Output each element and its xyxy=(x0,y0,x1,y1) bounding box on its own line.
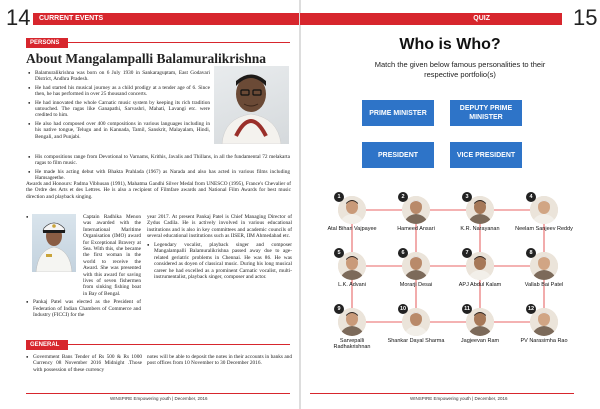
person-name: Sarvepalli Radhakrishnan xyxy=(333,338,371,351)
bio-bullet: ● Balamuralikrishna was born on 6 July 1930 in Sankaraguptam, East Godavari District, Andhra Pradesh. xyxy=(28,70,210,83)
bio-bullets-wide xyxy=(28,154,290,184)
news-bullet: ● Pankaj Patel was elected as the President of Federation of Indian Chambers of Commerce and Industry (FICCI) for the xyxy=(26,299,141,318)
person-number-badge: 7 xyxy=(462,248,472,258)
news-col2-continued: year 2017. At present Pankaj Patel is Chief Managing Director of Zydus Cadila. He is actively involved in various educational institutions and is also in key committees and academic councils of several educational institutions such as IISER, IIM Ahmedabad etc. xyxy=(147,214,292,240)
section-header-bar: CURRENT EVENTS xyxy=(33,13,300,25)
page-number-right: 15 xyxy=(573,5,598,30)
person-name: Atal Bihari Vajpayee xyxy=(327,226,377,232)
portfolio-deputy-prime-minister[interactable]: DEPUTY PRIME MINISTER xyxy=(450,100,522,126)
person-name: K.R. Narayanan xyxy=(460,226,500,232)
quiz-title: Who is Who? xyxy=(399,36,501,53)
bio-bullets xyxy=(28,70,210,142)
balamuralikrishna-photo xyxy=(214,66,289,144)
person-name: Morarji Desai xyxy=(399,282,433,288)
person-name: PV Narasimha Rao xyxy=(520,338,568,344)
article-title: About Mangalampalli Balamuralikrishna xyxy=(26,51,267,66)
person-number-badge: 5 xyxy=(334,248,344,258)
general-label: GENERAL xyxy=(26,340,68,350)
category-rule xyxy=(68,42,290,43)
bio-bullet: ● He also had composed over 400 compositions in various languages including in his native tongue, Telugu and in Kannada, Tamil, Sanskrit, Malayalam, Hindi, Bengali, and Punjabi. xyxy=(28,121,210,140)
person-number-badge: 6 xyxy=(398,248,408,258)
footer-right: WINSPIRE Empowering youth | December, 2016 xyxy=(410,396,508,401)
general-bullet: ● Government Bans Tender of Rs 500 & Rs 1000 Currency 08 November 2016 Midnight .Those with possession of these currency xyxy=(26,354,142,373)
bio-bullet: ● He made his acting debut with Bhakta Prahlada (1967) as Narada and also has acted in various films including Hamsageethe. xyxy=(28,169,290,182)
portfolio-prime-minister[interactable]: PRIME MINISTER xyxy=(362,100,434,126)
person-number-badge: 9 xyxy=(334,304,344,314)
general-rule xyxy=(68,344,290,345)
general-continued: notes will be able to deposit the notes in their accounts in banks and post offices from 10 November to 30 December 2016. xyxy=(147,354,292,367)
person-number-badge: 12 xyxy=(527,306,535,312)
category-label: PERSONS xyxy=(26,38,68,48)
person-name: L.K. Advani xyxy=(338,282,366,288)
person-number-badge: 11 xyxy=(462,304,472,314)
person-name: Neelam Sanjeev Reddy xyxy=(515,226,573,232)
portfolio-vice-president[interactable]: VICE PRESIDENT xyxy=(450,142,522,168)
portfolio-president[interactable]: PRESIDENT xyxy=(362,142,434,168)
footer-rule xyxy=(26,393,290,394)
news-bullets-col1 xyxy=(26,214,141,321)
awards-paragraph: Awards and Honours: Padma Vibhusan (1991), Mahatma Gandhi Silver Medal from UNESCO (1995), France's Chevalier of the Ordre des Arts et des Lettres. He is also a recipient of Filmfare awards and National Film Awards for best music direction and playback singing. xyxy=(26,181,291,200)
person-number-badge: 3 xyxy=(462,192,472,202)
bio-bullet: ● His compositions range from Devotional to Varnams, Krithis, Javalis and Thillans, in all the fundamental 72 melakarta ragas to film music. xyxy=(28,154,290,167)
quiz-subtitle: Match the given below famous personalities to their respective portfolio(s) xyxy=(374,60,546,79)
person-number-badge: 2 xyxy=(398,192,408,202)
person-name: Shankar Dayal Sharma xyxy=(387,338,445,344)
section-header-bar: QUIZ xyxy=(300,13,562,25)
page-number-left: 14 xyxy=(6,5,31,30)
person-number-badge: 10 xyxy=(399,306,407,312)
footer-rule xyxy=(310,393,574,394)
person-number-badge: 4 xyxy=(526,192,536,202)
general-bullets xyxy=(26,354,142,375)
person-number-badge: 1 xyxy=(334,192,344,202)
news-bullets-col2 xyxy=(147,242,292,282)
bio-bullet: ● He had innovated the whole Carnatic music system by keeping its rich tradition untouched. The ragas like Ganapathi, Sarvashri, Mahati, Lavangi etc. were credited to him. xyxy=(28,100,210,119)
person-number-badge: 8 xyxy=(526,248,536,258)
person-name: Vallab Bai Patel xyxy=(524,282,564,288)
news-bullet: ● Legendary vocalist, playback singer and composer Mangalampalli Balamuralikrishna passed away due to age-related geriatric problems in Chennai. He was 86. He was considered as doyen of classical music. During his long musical career he had excelled as a prominent Carnatic vocalist, multi-instrumentalist, playback singer, composer and actor. xyxy=(147,242,292,280)
footer-left: WINSPIRE Empowering youth | December, 2016 xyxy=(110,396,208,401)
news-bullet: ● Captain Radhika Menon was awarded with the International Maritime Organisation (IMO) award for Exceptional Bravery at Sea. With this, she became the first woman in the world to receive the Award. She was presented with this award for saving lives of seven fishermen from sinking fishing boat in Bay of Bengal. xyxy=(26,214,141,297)
person-name: APJ Abdul Kalam xyxy=(458,282,502,288)
person-name: Hameed Ansari xyxy=(397,226,435,232)
right-page xyxy=(300,0,600,409)
bio-bullet: ● He had started his musical journey as a child prodigy at a tender age of 6. Since then, he has performed in over 25 thousand concerts. xyxy=(28,85,210,98)
person-name: Jagjeevan Ram xyxy=(460,338,500,344)
